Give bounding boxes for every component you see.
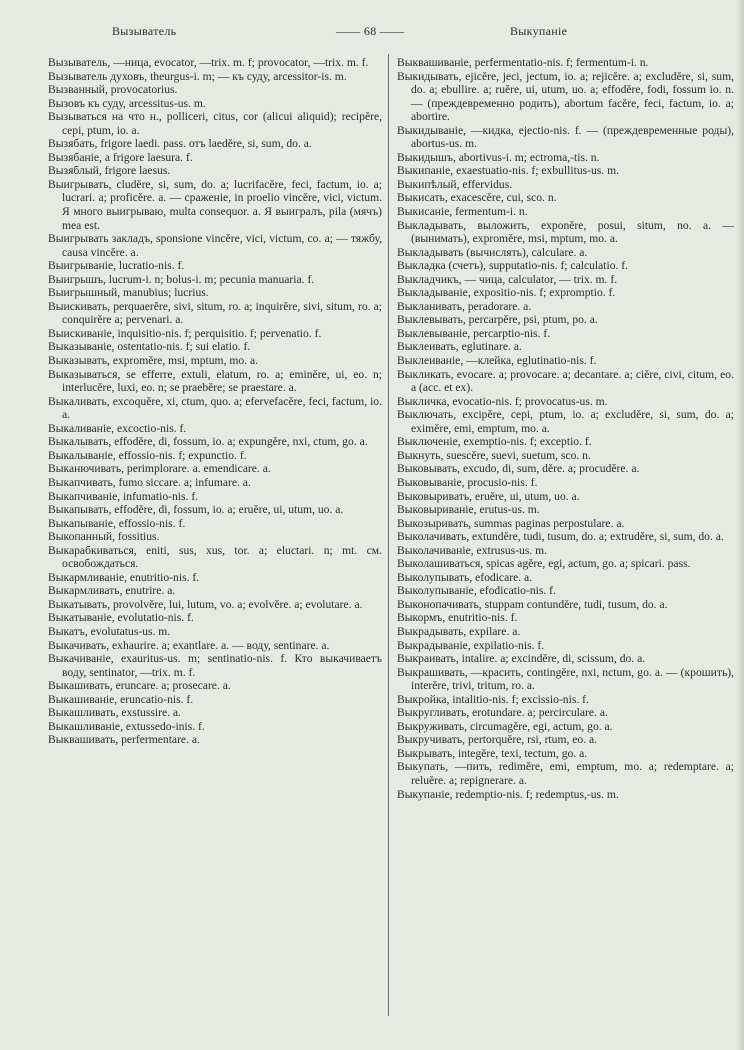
- dictionary-entry: Выкозыривать, summas paginas perpostulare. a.: [397, 516, 625, 530]
- dictionary-entry: Выказываніе, ostentatio-nis. f; sui elatio. f.: [48, 340, 251, 354]
- dictionary-entry: Выкачиваніе, exauritus-us. m; sentinatio-nis. f. Кто выкачиваетъ воду, sentinator, —trix. m. f.: [48, 652, 382, 679]
- column-divider: [388, 54, 389, 1016]
- dictionary-entry: Вызыватель, —ница, evocator, —trix. m. f; provocator, —trix. m. f.: [48, 56, 369, 69]
- right-column: [397, 56, 734, 801]
- dictionary-entry: Выклеиваніе, —клейка, eglutinatio-nis. f.: [397, 354, 597, 368]
- dictionary-entry: Выкройка, intalitio-nis. f; excissio-nis. f.: [397, 692, 589, 706]
- dictionary-entry: Выкипѣлый, effervidus.: [397, 177, 513, 191]
- dictionary-entry: Выкисать, exacescĕre, cui, sco. n.: [397, 191, 557, 205]
- dictionary-entry: Выковывать, excudo, di, sum, dĕre. a; procudĕre. a.: [397, 462, 640, 476]
- dictionary-entry: Выкнуть, suescĕre, suevi, suetum, sco. n.: [397, 448, 591, 462]
- left-guide-word: Вызыватель: [112, 24, 177, 38]
- dictionary-entry: Выкашливать, exstussire. a.: [48, 706, 181, 720]
- dictionary-entry: Выключать, excipĕre, cepi, ptum, io. a; excludĕre, si, sum, do. a; eximĕre, emi, emptum, mo. a.: [397, 408, 734, 435]
- dictionary-entry: Выквашивать, perfermentare. a.: [48, 733, 200, 747]
- dictionary-entry: Выкормъ, enutritio-nis. f.: [397, 611, 518, 625]
- dictionary-entry: Вызябать, frigore laedi. pass. отъ laedĕre, si, sum, do. a.: [48, 137, 312, 151]
- dictionary-entry: Выкидышъ, abortivus-i. m; ectroma,-tis. n.: [397, 150, 600, 164]
- dictionary-entry: Выкатываніе, evolutatio-nis. f.: [48, 611, 194, 625]
- dictionary-entry: Вызываться на что н., polliceri, citus, cor (alicui aliquid); recipĕre, cepi, ptum, io. a.: [48, 110, 382, 137]
- dictionary-entry: Выкашивать, eruncare. a; prosecare. a.: [48, 679, 231, 693]
- dictionary-entry: Выкладчикъ, — чица, calculator, — trix. m. f.: [397, 272, 618, 286]
- dictionary-entry: Выкатывать, provolvĕre, lui, lutum, vo. a; evolvĕre. a; evolutare. a.: [48, 597, 363, 611]
- dictionary-entry: Выключеніе, exemptio-nis. f; exceptio. f.: [397, 435, 592, 449]
- dictionary-entry: Выкрашивать, —красить, contingĕre, nxi, nctum, go. a. — (крошить), interĕre, trivi, tritum, ro. a.: [397, 665, 734, 693]
- dictionary-entry: Выкипаніе, exaestuatio-nis. f; exbullitus-us. m.: [397, 164, 620, 178]
- dictionary-entry: Выкалывать, effodĕre, di, fossum, io. a; expungĕre, nxi, ctum, go. a.: [48, 435, 368, 449]
- dictionary-entry: Выкупаніе, redemptio-nis. f; redemptus,-us. m.: [397, 787, 619, 801]
- dictionary-entry: Вызыватель духовъ, theurgus-i. m; — къ суду, arcessitor-is. m.: [48, 69, 347, 83]
- dictionary-entry: Вызябаніе, a frigore laesura. f.: [48, 150, 193, 164]
- dictionary-entry: Вызяблый, frigore laesus.: [48, 164, 171, 178]
- dictionary-entry: Выигрышный, manubius; lucrius.: [48, 286, 209, 300]
- dictionary-entry: Выкопанный, fossitius.: [48, 530, 160, 544]
- dictionary-entry: Выкачивать, exhaurire. a; exantlare. a. — воду, sentinare. a.: [48, 638, 330, 652]
- dictionary-entry: Выковываніе, procusio-nis. f.: [397, 475, 538, 489]
- page-edge-shadow: [736, 0, 744, 1050]
- dictionary-entry: Вызванный, provocatorius.: [48, 83, 178, 97]
- dictionary-entry: Выклеивать, eglutinare. a.: [397, 340, 522, 354]
- dictionary-entry: Выкапчиваніе, infumatio-nis. f.: [48, 489, 199, 503]
- dictionary-entry: Выкладывать (вычислять), calculare. a.: [397, 245, 588, 259]
- dictionary-entry: Выкрадывать, expilare. a.: [397, 624, 521, 638]
- dictionary-entry: Вызовъ къ суду, arcessitus-us. m.: [48, 96, 206, 110]
- dictionary-entry: Выколачивать, extundĕre, tudi, tusum, do. a; extrudĕre, si, sum, do. a.: [397, 530, 724, 544]
- dictionary-entry: Выкашиваніе, eruncatio-nis. f.: [48, 692, 194, 706]
- dictionary-entry: Выкругливать, erotundare. a; percirculare. a.: [397, 706, 608, 720]
- dictionary-entry: Выколачиваніе, extrusus-us. m.: [397, 543, 548, 557]
- page-number: —— 68 ——: [336, 24, 405, 38]
- dictionary-entry: Выкатъ, evolutatus-us. m.: [48, 624, 171, 638]
- dictionary-entry: Выкаливать, excoquĕre, xi, ctum, quo. a; efervefacĕre, feci, factum, io. a.: [48, 394, 382, 422]
- dictionary-entry: Выкрывать, integĕre, texi, tectum, go. a.: [397, 746, 588, 760]
- dictionary-entry: Выигрываніе, lucratio-nis. f.: [48, 259, 185, 273]
- dictionary-entry: Выкаливаніе, excoctio-nis. f.: [48, 421, 187, 435]
- dictionary-entry: Выкидывать, ejicĕre, jeci, jectum, io. a; rejicĕre. a; excludĕre, si, sum, do. a; ebullire. a; ruĕre, ui, utum, uo. a; effodĕre, fodi, fossum io. n. — (преждевременно родить), abortum facĕre, feci, factum, io. a; abortire.: [397, 69, 734, 124]
- left-column: [48, 56, 382, 747]
- dictionary-entry: Выигрывать, cludĕre, si, sum, do. a; lucrifacĕre, feci, factum, io. a; lucrari. a; proficĕre. a. — сраженіе, in proelio vincĕre, vici, victum. Я много выигрываю, multa consequor. a. Я выигралъ, pila (мячъ) mea est.: [48, 177, 382, 232]
- dictionary-entry: Выкарабкиваться, eniti, sus, xus, tor. a; eluctari. n; mt. см. освобождаться.: [48, 543, 382, 571]
- dictionary-entry: Выклевывать, percarpĕre, psi, ptum, po. a.: [397, 313, 598, 327]
- dictionary-entry: Выкалываніе, effossio-nis. f; expunctio. f.: [48, 448, 247, 462]
- dictionary-entry: Выканючивать, perimplorare. a. emendicare. a.: [48, 462, 271, 476]
- dictionary-entry: Выковыриваніе, erutus-us. m.: [397, 503, 540, 517]
- dictionary-entry: Выкладываніе, expositio-nis. f; expromptio. f.: [397, 286, 616, 300]
- dictionary-entry: Выискивать, perquaerĕre, sivi, situm, ro. a; inquirĕre, sivi, situm, ro. a; conquirĕre a; pervenari. a.: [48, 299, 382, 327]
- dictionary-entry: Выклевываніе, percarptio-nis. f.: [397, 326, 551, 340]
- dictionary-entry: Выкрадываніе, expilatio-nis. f.: [397, 638, 545, 652]
- dictionary-entry: Выкруживать, circumagĕre, egi, actum, go. a.: [397, 719, 613, 733]
- dictionary-entry: Выквашиваніе, perfermentatio-nis. f; fermentum-i. n.: [397, 56, 649, 69]
- right-guide-word: Выкупаніе: [510, 24, 568, 38]
- dictionary-entry: Выкупать, —пить, redimĕre, emi, emptum, mo. a; redemptare. a; reluĕre. a; repignerare. a.: [397, 760, 734, 787]
- dictionary-entry: Выкапчивать, fumo siccare. a; infumare. a.: [48, 475, 251, 489]
- dictionary-entry: Выкланивать, peradorare. a.: [397, 299, 532, 313]
- dictionary-entry: Выискиваніе, inquisitio-nis. f; perquisitio. f; pervenatio. f.: [48, 326, 322, 340]
- dictionary-entry: Выкармливаніе, enutritio-nis. f.: [48, 570, 200, 584]
- dictionary-entry: Выкапывать, effodĕre, di, fossum, io. a; eruĕre, ui, utum, uo. a.: [48, 503, 344, 517]
- dictionary-entry: Выигрывать закладъ, sponsione vincĕre, vici, victum, co. a; — тяжбу, causa vincĕre. a.: [48, 232, 382, 259]
- dictionary-entry: Выкисаніе, fermentum-i. n.: [397, 205, 528, 219]
- dictionary-entry: Выколашиваться, spicas agĕre, egi, actum, go. a; spicari. pass.: [397, 557, 691, 571]
- dictionary-entry: Выконопачивать, stuppam contundĕre, tudi, tusum, do. a.: [397, 597, 668, 611]
- dictionary-entry: Выкличка, evocatio-nis. f; provocatus-us. m.: [397, 394, 608, 408]
- dictionary-entry: Выкашливаніе, extussedo-inis. f.: [48, 719, 205, 733]
- dictionary-entry: Выкидываніе, —кидка, ejectio-nis. f. — (преждевременные роды), abortus-us. m.: [397, 123, 734, 151]
- dictionary-entry: Выкапываніе, effossio-nis. f.: [48, 516, 186, 530]
- dictionary-entry: Выигрышъ, lucrum-i. n; bolus-i. m; pecunia manuaria. f.: [48, 272, 315, 286]
- dictionary-entry: Выкликать, evocare. a; provocare. a; decantare. a; ciĕre, civi, citum, eo. a (acc. et ex).: [397, 367, 734, 395]
- dictionary-entry: Выкармливать, enutrire. a.: [48, 584, 176, 598]
- dictionary-entry: Выковыривать, eruĕre, ui, utum, uo. a.: [397, 489, 580, 503]
- dictionary-entry: Выкручивать, pertorquĕre, rsi, rtum, eo. a.: [397, 733, 598, 747]
- dictionary-entry: Выколупываніе, efodicatio-nis. f.: [397, 584, 556, 598]
- dictionary-entry: Выкладывать, выложить, exponĕre, posui, situm, no. a. — (вынимать), exprоmĕre, msi, mptum, mo. a.: [397, 218, 734, 246]
- dictionary-entry: Выказываться, se efferre, extuli, elatum, ro. a; eminĕre, ui, eo. n; interlucĕre, luxi, eo. n; se praebĕre; se praestare. a.: [48, 367, 382, 395]
- dictionary-entry: Выказывать, exprоmĕre, msi, mptum, mo. a.: [48, 354, 259, 368]
- dictionary-entry: Выкладка (счетъ), supputatio-nis. f; calculatio. f.: [397, 259, 629, 273]
- dictionary-entry: Выкраивать, intalire. a; excindĕre, di, scissum, do. a.: [397, 652, 646, 666]
- dictionary-entry: Выколупывать, efodicare. a.: [397, 570, 533, 584]
